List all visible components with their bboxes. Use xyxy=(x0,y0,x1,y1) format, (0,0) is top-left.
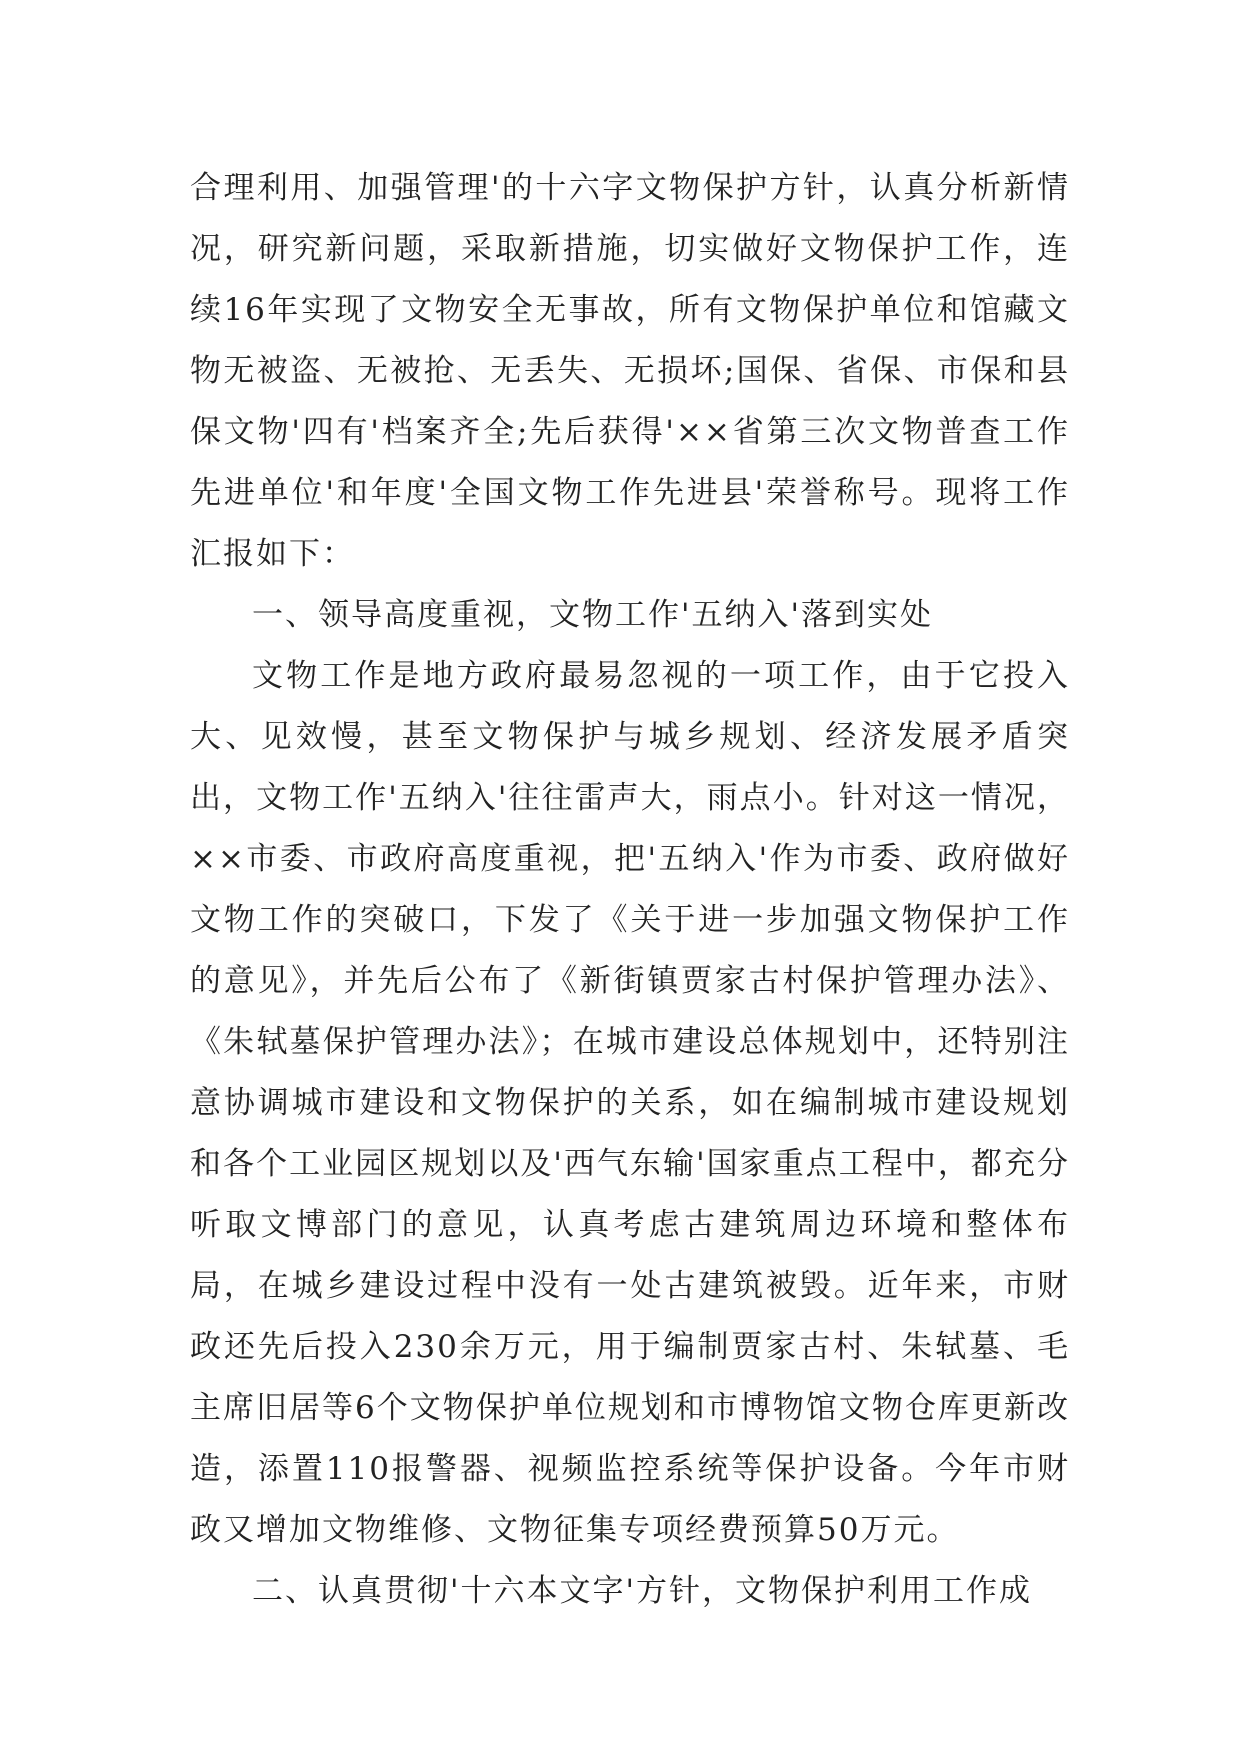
section-heading-1: 一、领导高度重视，文物工作'五纳入'落到实处 xyxy=(252,597,934,633)
paragraph-continuation: 合理利用、加强管理'的十六字文物保护方针，认真分析新情况，研究新问题，采取新措施，切实做好文物保护工作，连续16年实现了文物安全无事故，所有文物保护单位和馆藏文物无被盗、无被抢、无丢失、无损坏;国保、省保、市保和县保文物'四有'档案齐全;先后获得'××省第三次文物普查工作先进单位'和年度'全国文物工作先进县'荣誉称号。现将工作汇报如下： xyxy=(190,170,1070,572)
paragraph-section-1: 文物工作是地方政府最易忽视的一项工作，由于它投入大、见效慢，甚至文物保护与城乡规划、经济发展矛盾突出，文物工作'五纳入'往往雷声大，雨点小。针对这一情况，××市委、市政府高度重视，把'五纳入'作为市委、政府做好文物工作的突破口，下发了《关于进一步加强文物保护工作的意见》，并先后公布了《新街镇贾家古村保护管理办法》、《朱轼墓保护管理办法》；在城市建设总体规划中，还特别注意协调城市建设和文物保护的关系，如在编制城市建设规划和各个工业园区规划以及'西气东输'国家重点工程中，都充分听取文博部门的意见，认真考虑古建筑周边环境和整体布局，在城乡建设过程中没有一处古建筑被毁。近年来，市财政还先后投入230余万元，用于编制贾家古村、朱轼墓、毛主席旧居等6个文物保护单位规划和市博物馆文物仓库更新改造，添置110报警器、视频监控系统等保护设备。今年市财政又增加文物维修、文物征集专项经费预算50万元。 xyxy=(190,658,1070,1548)
section-heading-2: 二、认真贯彻'十六本文字'方针，文物保护利用工作成 xyxy=(252,1573,1033,1609)
document-body xyxy=(190,158,1070,1622)
